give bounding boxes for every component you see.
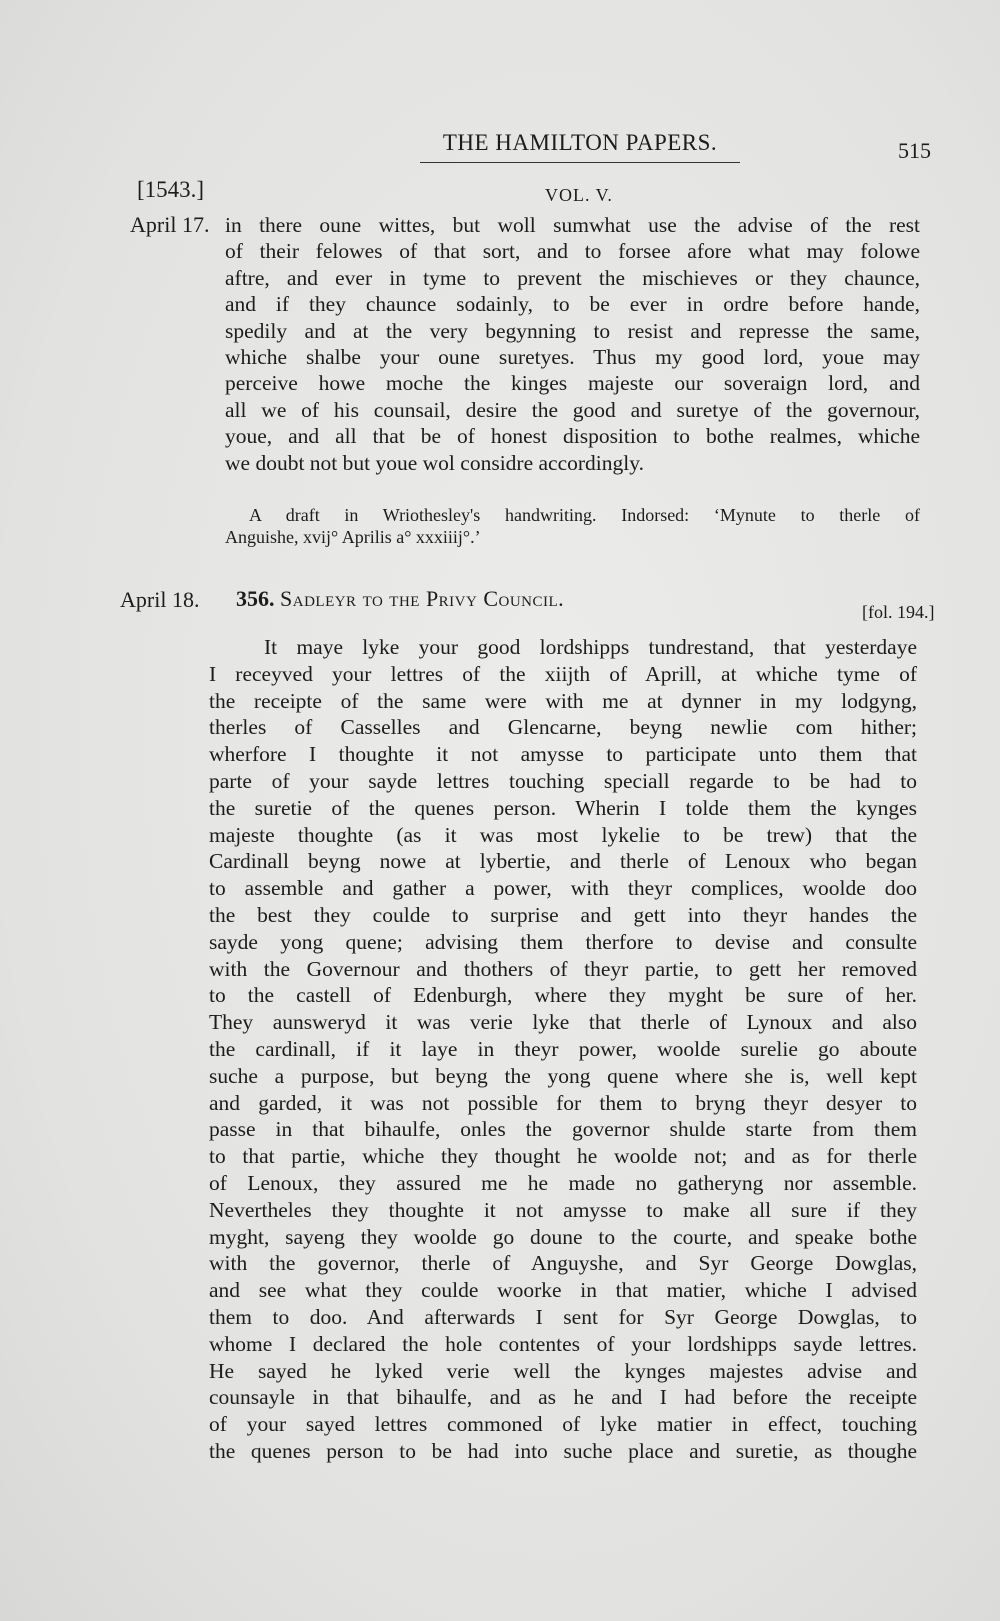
text-line: to that partie, whiche they thought he woolde not; and as for therle bbox=[209, 1144, 917, 1169]
running-title: THE HAMILTON PAPERS. bbox=[420, 130, 740, 163]
text-line: whome I declared the hole contentes of your lordshipps sayde lettres. bbox=[209, 1331, 917, 1356]
text-line: with the Governour and thothers of theyr partie, to gett her removed bbox=[209, 956, 917, 981]
text-line: counsayle in that bihaulfe, and as he and I had before the receipte bbox=[209, 1385, 917, 1410]
note-line: A draft in Wriothesley's handwriting. Indorsed: ‘Mynute to therle of bbox=[249, 505, 920, 525]
page-number: 515 bbox=[898, 138, 931, 163]
text-line: and see what they coulde woorke in that matier, whiche I advised bbox=[209, 1278, 917, 1303]
folio-reference: [fol. 194.] bbox=[862, 602, 935, 622]
text-line: It maye lyke your good lordshipps tundrestand, that yesterdaye bbox=[264, 635, 917, 659]
text-line: therles of Casselles and Glencarne, beyng newlie com hither; bbox=[209, 715, 917, 740]
text-line: aftre, and ever in tyme to prevent the mischieves or they chaunce, bbox=[225, 265, 920, 290]
text-line: Nevertheles they thoughte it not amysse to make all sure if they bbox=[209, 1197, 917, 1222]
entry-number: 356. bbox=[236, 586, 275, 611]
text-line: Cardinall beyng nowe at lybertie, and therle of Lenoux who began bbox=[209, 849, 917, 874]
text-line: we doubt not but youe wol considre accordingly. bbox=[225, 450, 644, 475]
text-line: the quenes person to be had into suche place and suretie, as thoughe bbox=[209, 1439, 917, 1463]
text-line: of their felowes of that sort, and to forsee afore what may folowe bbox=[225, 239, 920, 264]
text-line: perceive howe moche the kinges majeste our soveraign lord, and bbox=[225, 371, 920, 396]
text-line: whiche shalbe your oune suretyes. Thus my good lord, youe may bbox=[225, 345, 920, 369]
text-line: suche a purpose, but beyng the yong quene where she is, well kept bbox=[209, 1063, 917, 1088]
text-line: all we of his counsail, desire the good and suretye of the governour, bbox=[225, 397, 920, 422]
entry-heading bbox=[236, 586, 564, 612]
text-line: passe in that bihaulfe, onles the governor shulde starte from them bbox=[209, 1117, 917, 1142]
text-line: youe, and all that be of honest disposition to bothe realmes, whiche bbox=[225, 424, 920, 449]
text-line: and if they chaunce sodainly, to be ever in ordre before hande, bbox=[225, 292, 920, 317]
text-line: majeste thoughte (as it was most lykelie to be trew) that the bbox=[209, 822, 917, 847]
text-line: with the governor, therle of Anguyshe, and Syr George Dowglas, bbox=[209, 1251, 917, 1276]
text-line: parte of your sayde lettres touching speciall regarde to be had to bbox=[209, 769, 917, 793]
text-line: and garded, it was not possible for them to bryng theyr desyer to bbox=[209, 1090, 917, 1115]
text-line: the receipte of the same were with me at dynner in my lodgyng, bbox=[209, 688, 917, 713]
entry-date: April 18. bbox=[120, 587, 200, 612]
text-line: to the castell of Edenburgh, where they myght be sure of her. bbox=[209, 983, 917, 1008]
entry-title: Sadleyr to the Privy Council. bbox=[280, 586, 565, 611]
text-line: of your sayed lettres commoned of lyke matier in effect, touching bbox=[209, 1412, 917, 1437]
text-line: the suretie of the quenes person. Wherin I tolde them the kynges bbox=[209, 795, 917, 820]
text-line: I receyved your lettres of the xiijth of Aprill, at whiche tyme of bbox=[209, 661, 917, 686]
text-line: They aunsweryd it was verie lyke that therle of Lynoux and also bbox=[209, 1010, 917, 1035]
note-line: Anguishe, xvij° Aprilis a° xxxiiij°.’ bbox=[225, 527, 481, 547]
text-line: spedily and at the very begynning to resist and represse the same, bbox=[225, 318, 920, 343]
volume-label: VOL. V. bbox=[545, 185, 613, 205]
text-line: wherfore I thoughte it not amysse to participate unto them that bbox=[209, 742, 917, 767]
text-line: them to doo. And afterwards I sent for Syr George Dowglas, to bbox=[209, 1305, 917, 1329]
text-line: to assemble and gather a power, with theyr complices, woolde doo bbox=[209, 876, 917, 901]
text-line: the best they coulde to surprise and gett into theyr handes the bbox=[209, 903, 917, 927]
text-line: myght, sayeng they woolde go doune to the courte, and speake bothe bbox=[209, 1224, 917, 1249]
text-line: He sayed he lyked verie well the kynges majestes advise and bbox=[209, 1358, 917, 1383]
text-line: in there oune wittes, but woll sumwhat use the advise of the rest bbox=[225, 213, 920, 237]
year-marker: [1543.] bbox=[137, 177, 205, 202]
entry-date: April 17. bbox=[130, 212, 210, 237]
text-line: sayde yong quene; advising them therfore to devise and consulte bbox=[209, 929, 917, 954]
text-line: the cardinall, if it laye in theyr power, woolde surelie go aboute bbox=[209, 1037, 917, 1061]
text-line: of Lenoux, they assured me he made no gatheryng nor assemble. bbox=[209, 1171, 917, 1195]
